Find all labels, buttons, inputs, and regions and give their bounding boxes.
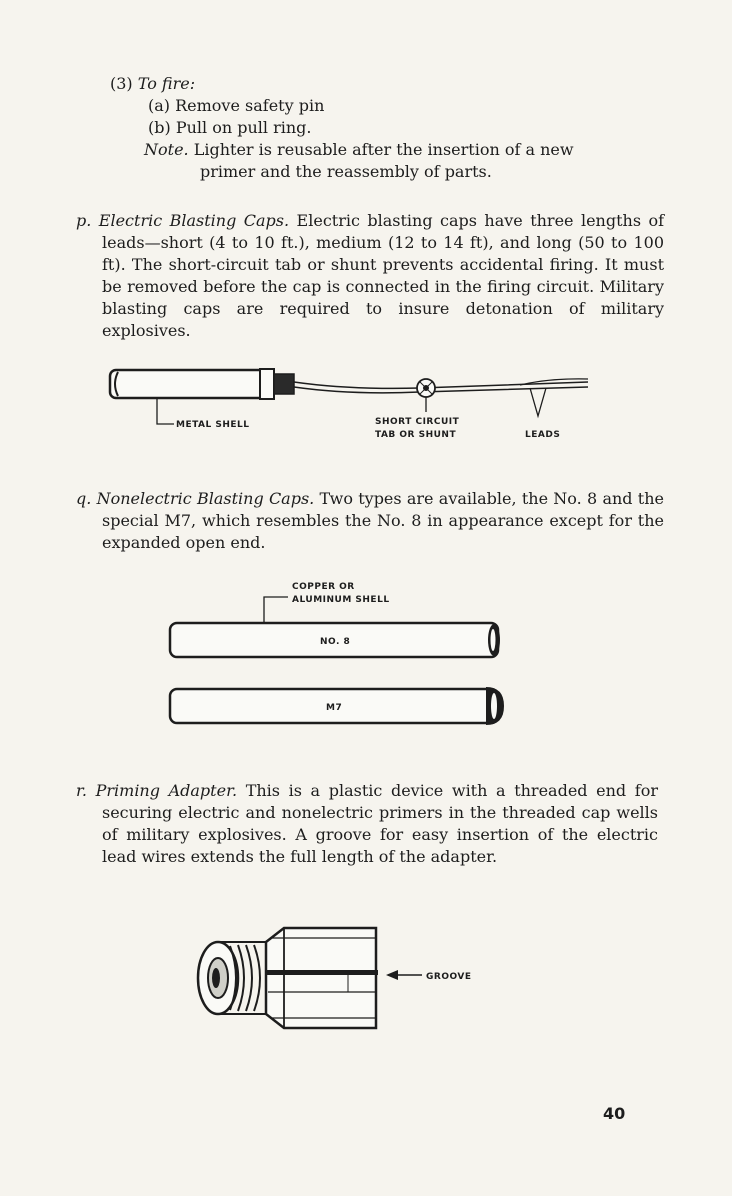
section-p-body: Electric blasting caps have three lengths of leads—short (4 to 10 ft.), medium (12 to 14 ft), and long (50 to 100 ft). The short-circuit tab or shunt prevents accidental firing. It must be removed before the cap is connected in the firing circuit. Military blasting caps are required to insure detonation of military explosives. — [102, 211, 665, 340]
section-p-title: Electric Blasting Caps. — [98, 211, 290, 230]
label-groove: GROOVE — [426, 972, 472, 982]
label-short-circuit: SHORT CIRCUIT — [375, 417, 460, 427]
section-r-letter: r. — [76, 781, 87, 800]
section-q-title: Nonelectric Blasting Caps. — [96, 489, 315, 508]
section-q-body: Two types are available, the No. 8 and the special M7, which resembles the No. 8 in appearance except for the expanded open end. — [102, 489, 664, 552]
section-q-paragraph — [76, 488, 664, 554]
label-m7: M7 — [326, 703, 343, 713]
fire-note — [110, 139, 650, 161]
nonelectric-caps-figure — [160, 575, 520, 735]
section-p-letter: p. — [76, 211, 92, 230]
priming-adapter-figure — [188, 920, 508, 1045]
fire-heading-number: (3) — [110, 74, 133, 93]
label-copper-or: COPPER OR — [292, 582, 355, 592]
label-no8: NO. 8 — [320, 637, 351, 647]
firing-instructions — [110, 73, 650, 183]
fire-heading — [110, 73, 650, 95]
section-r-title: Priming Adapter. — [95, 781, 238, 800]
label-leads: LEADS — [525, 430, 561, 440]
electric-blasting-cap-figure — [100, 360, 600, 450]
note-label: Note. — [144, 140, 189, 159]
section-q-letter: q. — [76, 489, 92, 508]
note-text: Lighter is reusable after the insertion of a new — [193, 140, 574, 159]
fire-heading-text: To fire: — [137, 74, 196, 93]
fire-step-a: (a) Remove safety pin — [148, 96, 325, 115]
label-tab-or-shunt: TAB OR SHUNT — [375, 430, 457, 440]
label-metal-shell: METAL SHELL — [176, 420, 250, 430]
section-r-body: This is a plastic device with a threaded end for securing electric and nonelectric primers in the threaded cap wells of military explosives. A groove for easy insertion of the electric lead wires extends the full length of the adapter. — [102, 781, 659, 866]
page-number: 40 — [603, 1104, 626, 1123]
label-aluminum-shell: ALUMINUM SHELL — [292, 595, 390, 605]
section-p-paragraph — [76, 210, 664, 342]
fire-step-b: (b) Pull on pull ring. — [148, 118, 312, 137]
section-r-paragraph — [76, 780, 658, 868]
note-text-continued: primer and the reassembly of parts. — [200, 162, 492, 181]
